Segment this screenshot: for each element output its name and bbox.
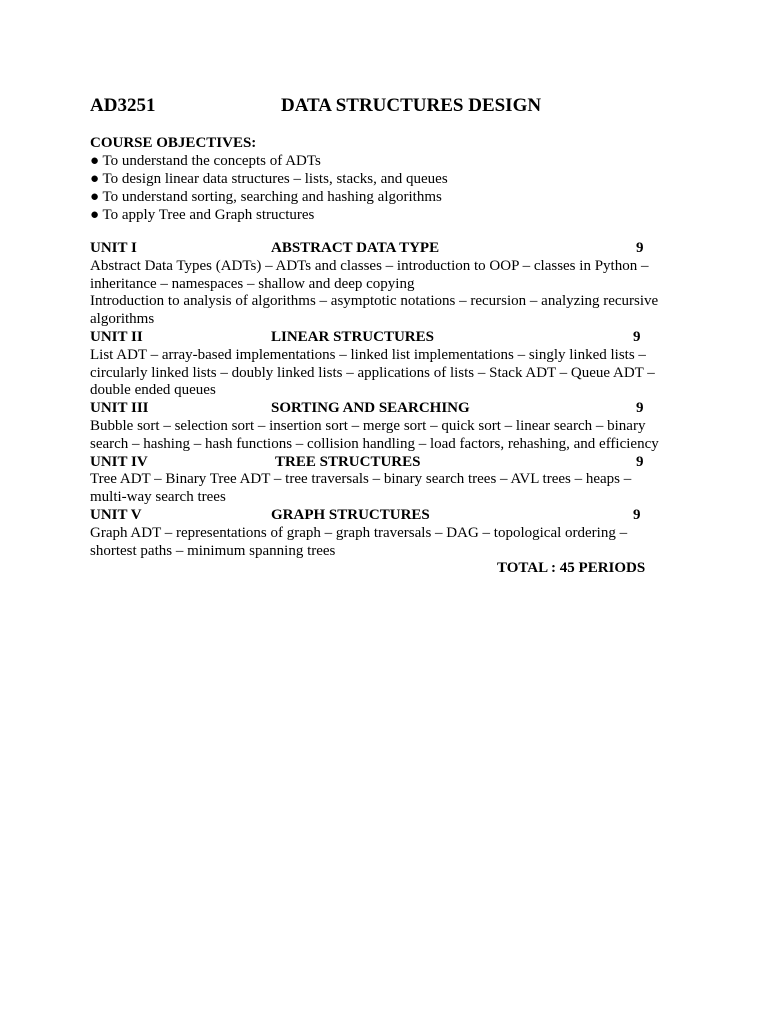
unit-title: TREE STRUCTURES xyxy=(275,453,421,470)
unit-topic-line: Abstract Data Types (ADTs) – ADTs and classes – introduction to OOP – classes in Python – xyxy=(90,257,649,274)
unit-topic-line: multi-way search trees xyxy=(90,489,226,506)
unit-1 xyxy=(90,240,670,329)
unit-heading xyxy=(90,240,670,258)
unit-2 xyxy=(90,329,670,400)
unit-label: UNIT V xyxy=(90,506,142,523)
unit-label: UNIT II xyxy=(90,328,143,345)
unit-heading xyxy=(90,329,670,347)
unit-title: SORTING AND SEARCHING xyxy=(271,400,470,417)
unit-topic-line: algorithms xyxy=(90,311,155,328)
unit-label: UNIT I xyxy=(90,240,137,256)
unit-title: LINEAR STRUCTURES xyxy=(271,328,434,345)
objective-item: ● To apply Tree and Graph structures xyxy=(90,207,315,223)
objective-item: ● To understand the concepts of ADTs xyxy=(90,153,321,169)
unit-topic-line: circularly linked lists – doubly linked lists – applications of lists – Stack ADT – Queue ADT – xyxy=(90,364,655,381)
objectives-heading: COURSE OBJECTIVES: xyxy=(90,135,257,151)
total-periods: TOTAL : 45 PERIODS xyxy=(497,560,646,577)
syllabus-page xyxy=(90,94,670,578)
objective-item: ● To understand sorting, searching and hashing algorithms xyxy=(90,189,442,205)
unit-topic-line: double ended queues xyxy=(90,382,216,399)
unit-3 xyxy=(90,400,670,453)
unit-topic-line: List ADT – array-based implementations – linked list implementations – singly linked lists – xyxy=(90,346,646,363)
objective-item: ● To design linear data structures – lists, stacks, and queues xyxy=(90,171,448,187)
unit-hours: 9 xyxy=(633,506,641,523)
unit-heading xyxy=(90,400,670,418)
course-title-row xyxy=(90,94,670,118)
unit-label: UNIT III xyxy=(90,400,149,417)
total-periods-row xyxy=(90,560,670,578)
unit-hours: 9 xyxy=(636,240,644,256)
unit-5 xyxy=(90,507,670,560)
unit-topic-line: Tree ADT – Binary Tree ADT – tree traversals – binary search trees – AVL trees – heaps – xyxy=(90,471,632,488)
unit-hours: 9 xyxy=(633,328,641,345)
unit-label: UNIT IV xyxy=(90,453,148,470)
unit-topic-line: search – hashing – hash functions – collision handling – load factors, rehashing, and efficiency xyxy=(90,435,659,452)
course-code: AD3251 xyxy=(90,95,156,116)
unit-title: ABSTRACT DATA TYPE xyxy=(271,240,440,256)
unit-topic-line: shortest paths – minimum spanning trees xyxy=(90,542,336,559)
course-name: DATA STRUCTURES DESIGN xyxy=(281,95,542,116)
unit-title: GRAPH STRUCTURES xyxy=(271,506,430,523)
unit-heading xyxy=(90,454,670,472)
unit-heading xyxy=(90,507,670,525)
unit-4 xyxy=(90,454,670,507)
unit-hours: 9 xyxy=(636,453,644,470)
unit-topic-line: Bubble sort – selection sort – insertion sort – merge sort – quick sort – linear search – binary xyxy=(90,417,646,434)
units-section xyxy=(90,240,670,578)
course-objectives xyxy=(90,134,670,224)
unit-hours: 9 xyxy=(636,400,644,417)
unit-topic-line: Graph ADT – representations of graph – graph traversals – DAG – topological ordering – xyxy=(90,524,628,541)
unit-topic-line: inheritance – namespaces – shallow and deep copying xyxy=(90,275,415,292)
unit-topic-line: Introduction to analysis of algorithms – asymptotic notations – recursion – analyzing recursive xyxy=(90,293,659,310)
